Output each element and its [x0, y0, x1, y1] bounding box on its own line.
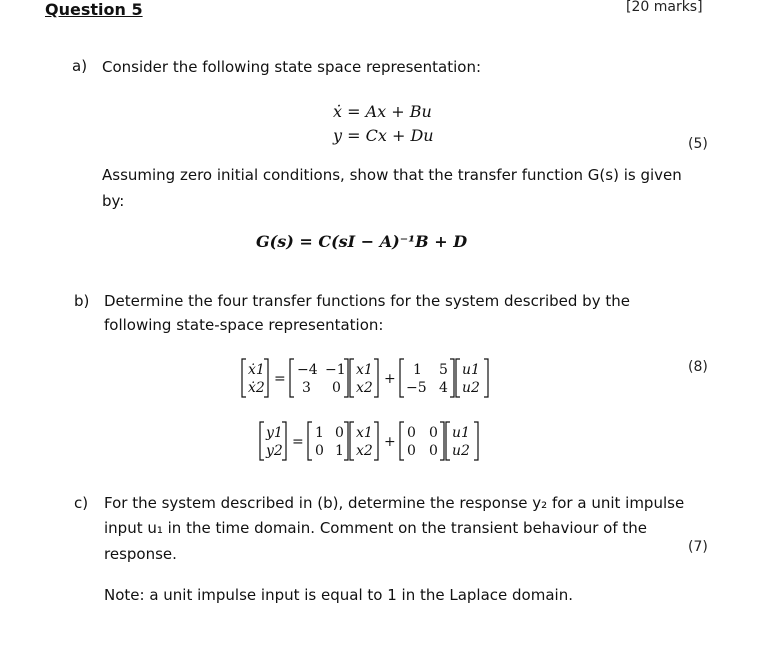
question-title: Question 5 [45, 0, 143, 19]
y1: y1 [266, 425, 283, 441]
c-12: 0 [335, 425, 344, 441]
d-21: 0 [407, 443, 416, 459]
u1: u1 [462, 362, 480, 378]
part-b-label: b) [74, 292, 90, 310]
part-c-label: c) [74, 494, 89, 512]
b-22: 4 [439, 380, 448, 396]
lhs-x2dot: ẋ2 [248, 380, 265, 396]
x2: x2 [356, 443, 373, 459]
part-b-line1: Determine the four transfer functions for the system described by the [104, 292, 630, 310]
u1: u1 [452, 425, 470, 441]
part-a-label: a) [72, 57, 88, 75]
b-11: 1 [413, 362, 422, 378]
part-b-marks: (8) [688, 359, 708, 375]
a-11: −4 [297, 362, 318, 378]
equals-sign: = [274, 371, 286, 387]
state-space-matrix-equation [240, 355, 540, 407]
part-c-marks: (7) [688, 539, 708, 555]
plus-sign: + [384, 434, 396, 450]
d-22: 0 [429, 443, 438, 459]
transfer-function-formula: G(s) = C(sI − A)⁻¹B + D [256, 232, 468, 251]
u2: u2 [462, 380, 480, 396]
a-21: 3 [302, 380, 311, 396]
total-marks: [20 marks] [626, 0, 703, 15]
part-c-line1: For the system described in (b), determine the response y₂ for a unit impulse [104, 494, 685, 512]
c-11: 1 [315, 425, 324, 441]
x1: x1 [356, 362, 373, 378]
part-c-line2: input u₁ in the time domain. Comment on the transient behaviour of the [104, 519, 648, 537]
b-21: −5 [406, 380, 427, 396]
c-21: 0 [315, 443, 324, 459]
output-equation: y = Cx + Du [333, 126, 434, 145]
impulse-note: Note: a unit impulse input is equal to 1 in the Laplace domain. [104, 586, 573, 604]
y2: y2 [266, 443, 283, 459]
c-22: 1 [335, 443, 344, 459]
lhs-x1dot: ẋ1 [248, 362, 265, 378]
part-a-intro: Consider the following state space representation: [102, 58, 482, 76]
part-a-prompt-line1: Assuming zero initial conditions, show that the transfer function G(s) is given [102, 166, 682, 184]
part-c-line3: response. [104, 545, 177, 563]
u2: u2 [452, 443, 470, 459]
d-12: 0 [429, 425, 438, 441]
a-22: 0 [332, 380, 341, 396]
part-a-prompt-line2: by: [102, 192, 125, 210]
state-equation: ẋ = Ax + Bu [333, 102, 432, 121]
x2: x2 [356, 380, 373, 396]
plus-sign: + [384, 371, 396, 387]
output-matrix-equation [258, 418, 558, 470]
b-12: 5 [439, 362, 448, 378]
part-a-marks: (5) [688, 136, 708, 152]
d-11: 0 [407, 425, 416, 441]
a-12: −1 [325, 362, 346, 378]
equals-sign: = [292, 434, 304, 450]
x1: x1 [356, 425, 373, 441]
part-b-line2: following state-space representation: [104, 316, 384, 334]
